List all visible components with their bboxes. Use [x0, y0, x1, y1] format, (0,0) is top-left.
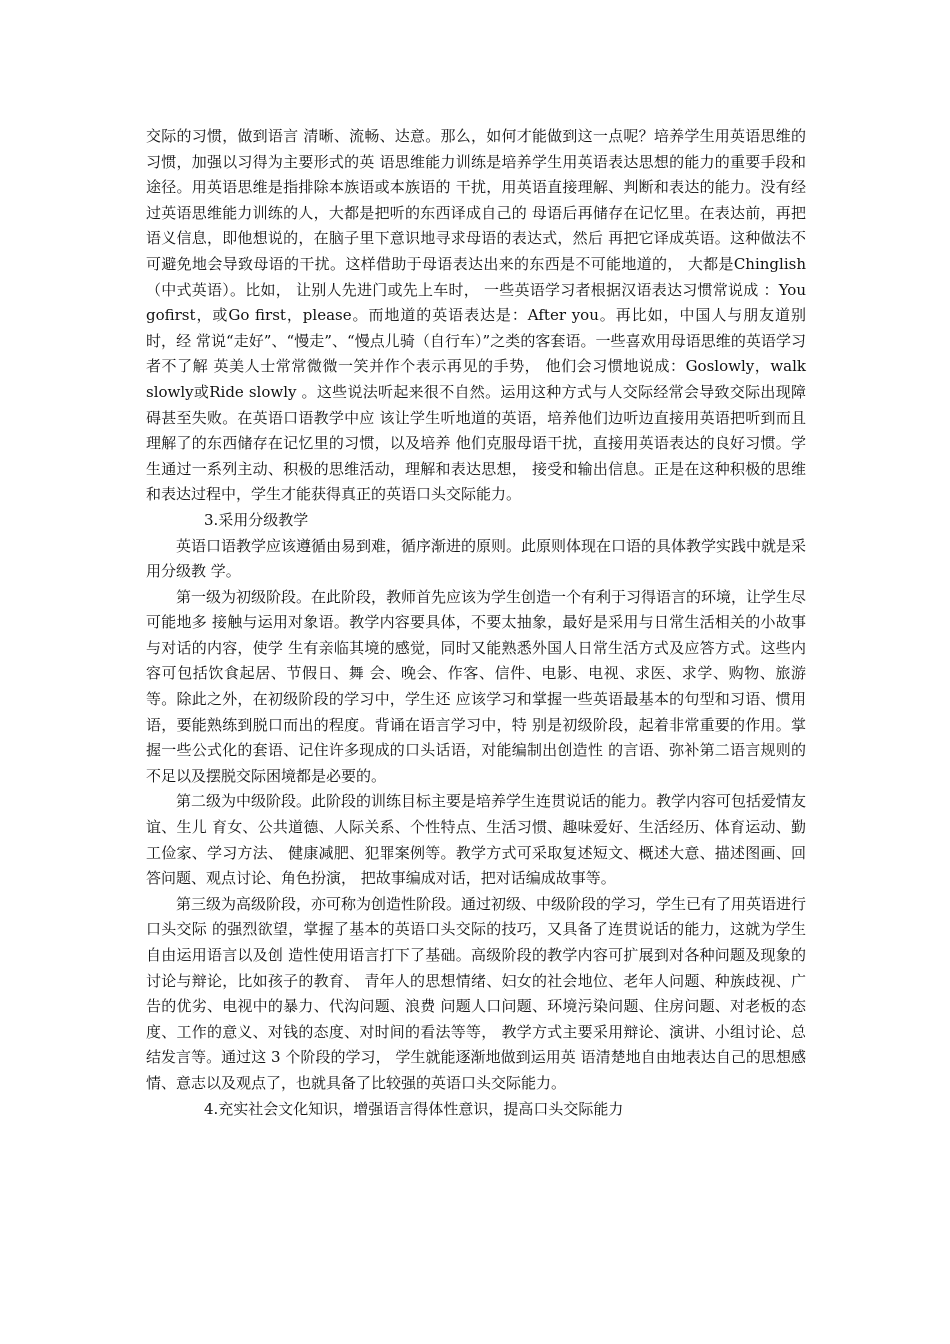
paragraph-level-one: 第一级为初级阶段。在此阶段，教师首先应该为学生创造一个有利于习得语言的环境，让学生尽可能地多 接触与运用对象语。教学内容要具体，不要太抽象，最好是采用与日常生活相关的小故事与对话的内容，使学 生有亲临其境的感觉，同时又能熟悉外国人日常生活方式及应答方式。这些内容可包括饮食起居、节假日、舞 会、晚会、作客、信件、电影、电视、求医、求学、购物、旅游等。除此之外，在初级阶段的学习中，学生还 应该学习和掌握一些英语最基本的句型和习语、惯用语，要能熟练到脱口而出的程度。背诵在语言学习中，特 别是初级阶段，起着非常重要的作用。掌握一些公式化的套语、记住许多现成的口头话语，对能编制出创造性 的言语、弥补第二语言规则的不足以及摆脱交际困境都是必要的。	[146, 587, 807, 785]
section-heading-cultural-knowledge: 4.充实社会文化知识，增强语言得体性意识，提高口头交际能力	[204, 1099, 624, 1118]
paragraph-thinking-habit: 交际的习惯，做到语言 清晰、流畅、达意。那么，如何才能做到这一点呢？培养学生用英语思维的习惯，加强以习得为主要形式的英 语思维能力训练是培养学生用英语表达思想的能力的重要手段和途径。用英语思维是指排除本族语或本族语的 干扰，用英语直接理解、判断和表达的能力。没有经过英语思维能力训练的人，大都是把听的东西译成自己的 母语后再储存在记忆里。在表达前，再把语义信息，即他想说的，在脑子里下意识地寻求母语的表达式，然后 再把它译成英语。这种做法不可避免地会导致母语的干扰。这样借助于母语表达出来的东西是不可能地道的， 大都是Chinglish（中式英语）。比如， 让别人先进门或先上车时， 一些英语学习者根据汉语表达习惯常说成 ：You gofirst，或Go first，please。而地道的英语表达是：After you。再比如，中国人与朋友道别时，经 常说“走好”、“慢走”、“慢点儿骑（自行车）”之类的客套语。一些喜欢用母语思维的英语学习者不了解 英美人士常常微微一笑并作个表示再见的手势， 他们会习惯地说成：Goslowly，walk slowly或Ride slowly 。这些说法听起来很不自然。运用这种方式与人交际经常会导致交际出现障碍甚至失败。在英语口语教学中应 该让学生听地道的英语，培养他们边听边直接用英语把听到而且理解了的东西储存在记忆里的习惯，以及培养 他们克服母语干扰，直接用英语表达的良好习惯。学生通过一系列主动、积极的思维活动，理解和表达思想， 接受和输出信息。正是在这种积极的思维和表达过程中，学生才能获得真正的英语口头交际能力。	[146, 127, 806, 504]
document-page	[146, 124, 806, 1122]
paragraph-level-two: 第二级为中级阶段。此阶段的训练目标主要是培养学生连贯说话的能力。教学内容可包括爱情友谊、生儿 育女、公共道德、人际关系、个性特点、生活习惯、趣味爱好、生活经历、体育运动、勤工俭家、学习方法、 健康减肥、犯罪案例等。教学方式可采取复述短文、概述大意、描述图画、回答问题、观点讨论、角色扮演， 把故事编成对话，把对话编成故事等。	[146, 792, 807, 888]
paragraph-graded-principle: 英语口语教学应该遵循由易到难，循序渐进的原则。此原则体现在口语的具体教学实践中就是采用分级教 学。	[146, 536, 807, 581]
section-heading-graded-teaching: 3.采用分级教学	[204, 510, 309, 529]
paragraph-level-three: 第三级为高级阶段，亦可称为创造性阶段。通过初级、中级阶段的学习，学生已有了用英语进行口头交际 的强烈欲望，掌握了基本的英语口头交际的技巧，又具备了连贯说话的能力，这就为学生自由运用语言以及创 造性使用语言打下了基础。高级阶段的教学内容可扩展到对各种问题及现象的讨论与辩论，比如孩子的教育、 青年人的思想情绪、妇女的社会地位、老年人问题、种族歧视、广告的优劣、电视中的暴力、代沟问题、浪费 问题人口问题、环境污染问题、住房问题、对老板的态度、工作的意义、对钱的态度、对时间的看法等等， 教学方式主要采用辩论、演讲、小组讨论、总结发言等。通过这 3 个阶段的学习， 学生就能逐渐地做到运用英 语清楚地自由地表达自己的思想感情、意志以及观点了，也就具备了比较强的英语口头交际能力。	[146, 894, 807, 1092]
